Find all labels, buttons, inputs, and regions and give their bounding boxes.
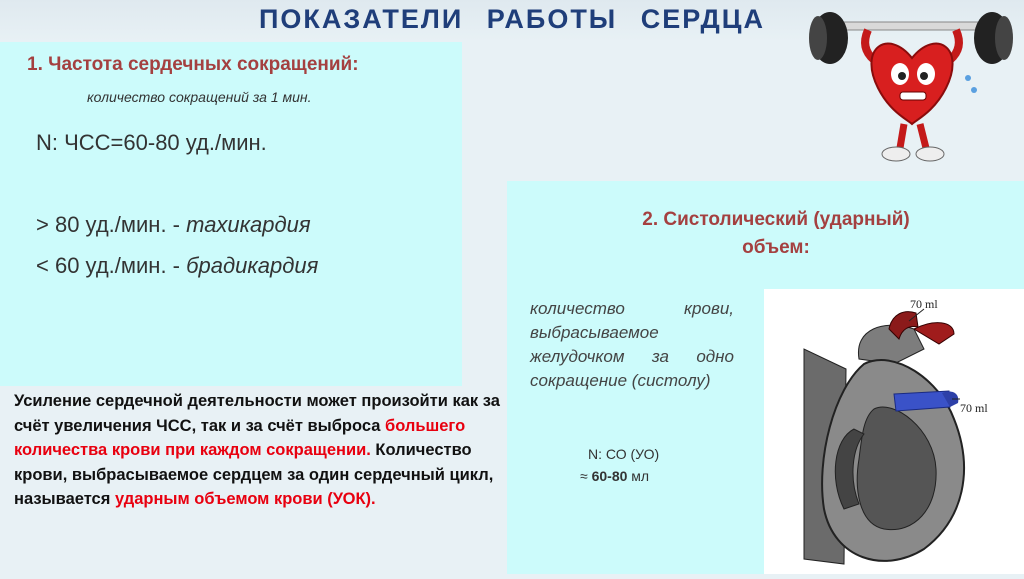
heart-weightlifter-icon xyxy=(808,8,1014,168)
tachycardia-line xyxy=(36,212,311,238)
heart-rate-heading: 1. Частота сердечных сокращений: xyxy=(27,54,359,75)
slide-title: ПОКАЗАТЕЛИ РАБОТЫ СЕРДЦА xyxy=(258,4,766,34)
heart-rate-definition: количество сокращений за 1 мин. xyxy=(87,89,312,105)
stroke-volume-unit: мл xyxy=(627,468,650,484)
tachycardia-term: тахикардия xyxy=(186,212,311,237)
aorta-volume-label: 70 ml xyxy=(910,297,938,311)
pulmonary-volume-label: 70 ml xyxy=(960,401,988,415)
stroke-volume-norm-value xyxy=(580,468,649,484)
bradycardia-threshold: < 60 уд./мин. - xyxy=(36,253,187,278)
summary-highlight-2: ударным объемом крови (УОК). xyxy=(114,490,376,508)
approx-sign: ≈ xyxy=(580,468,592,484)
bradycardia-line xyxy=(36,253,318,279)
tachycardia-threshold: > 80 уд./мин. - xyxy=(36,212,187,237)
bradycardia-term: брадикардия xyxy=(186,253,319,278)
stroke-volume-range: 60-80 xyxy=(591,468,628,484)
heart-cross-section-icon xyxy=(764,289,1024,574)
summary-part-3: Количество крови, выбрасываемое сердцем за один сердечный цикл, называется xyxy=(14,441,494,508)
summary-part-1: Усиление сердечной деятельности может произойти как за счёт увеличения ЧСС, так и за счёт выброса xyxy=(14,392,500,435)
summary-paragraph xyxy=(14,389,504,512)
stroke-volume-heading xyxy=(580,206,972,262)
stroke-volume-heading-line2: объем: xyxy=(742,237,810,258)
heart-rate-norm: N: ЧСС=60-80 уд./мин. xyxy=(36,130,267,155)
stroke-volume-heading-line1: 2. Систолический (ударный) xyxy=(642,209,910,230)
heart-anatomy-figure xyxy=(764,289,1024,574)
stroke-volume-norm-label: N: СО (УО) xyxy=(588,446,660,462)
summary-highlight-1: большего количества крови при каждом сокращении. xyxy=(14,416,466,459)
stroke-volume-definition: количество крови, выбрасываемое желудочком за одно сокращение (систолу) xyxy=(530,299,734,390)
